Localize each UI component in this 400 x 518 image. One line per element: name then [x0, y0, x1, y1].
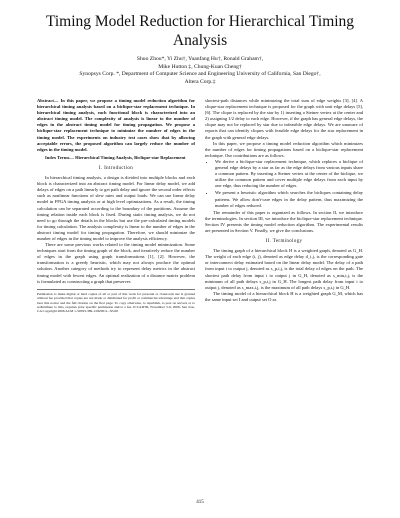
abstract: Abstract— In this paper, we propose a timing model reduction algorithm for hierarchical timing analysis based on a biclique-star replacement technique. In hierarchical timing analysis, each functional block is characterized into an abstract timing model. The complexity of analysis is linear to the number of edges in the abstract timing model for timing propagation. We propose a biclique-star replacement technique to minimize the number of edges in the timing model. The experiments on industry test cases show that by allowing acceptable errors, the proposed algorithm can largely reduce the number of edges in the timing model. [37, 98, 195, 152]
intro-paragraph: There are some previous works related to the timing model minimization. Some techniques start from the timing graph of the block, and iteratively reduce the number of edges in the graph using graph transformations [1], [2]. However, the transformation is a greedy heuristic, which may not always produce the optimal solution. Another category of methods try to represent delay metrics in the abstract timing model with fewest edges. An optimal realization of a distance matrix problem is formulated as constructing a graph that preserves [37, 242, 195, 284]
section-heading-introduction: I. Introduction [98, 165, 134, 171]
contribution-list [205, 159, 363, 209]
body-paragraph: The remainder of this paper is organized as follows. In section II, we introduce the terminologies. In section III, we introduce the biclique-star replacement technique. Section IV presents the timing model reduction algorithm. The experimental results are presented in Section V. Finally, we give the conclusions. [205, 209, 363, 233]
list-item: • We present a heuristic algorithm which searches the bicliques containing delay patterns. We allow don't-care edges in the delay pattern, thus maximizing the number of edges reduced. [215, 190, 363, 208]
intro-paragraph: In hierarchical timing analysis, a design is divided into multiple blocks and each block is characterized into an abstract timing model. For linear delay model, we add delays of edges on a path linearly to get path delay and ignore the second order effects such as nonlinear functions of slew rates and output loads. We can use linear delay model in FPGA timing analysis or at high level optimizations. As a result, the timing calculation can be separated according to the boundary of the partitions. Assume the timing relation inside each block is fixed. During static timing analysis, we do not need to go through the details in the blocks but use the pre-calculated timing models for timing calculation. The analysis complexity is linear to the number of edges in the abstract timing model for timing propagation. Therefore, we should minimize the number of edges in the timing model to improve the analysis efficiency. [37, 175, 195, 241]
author-line-2: Mike Hutton ‡, Chung-Kuan Cheng† [158, 63, 242, 70]
body-paragraph: shortest-path distances while minimizing the total sum of edge weights [3], [4]. A clique-star replacement technique is proposed for the graph with unit edge delays [5], [6]. The clique is replaced by the star by 1) inserting a Steiner vertex at the center and 2) assigning 1/2 delay to each edge. However, if the graph has general edge delays, the clique may not be replaced by star due to infeasible edge delays. We are unaware of reports that can identify cliques with feasible edge delays for the star replacement in the graph with general edge delays. [205, 98, 363, 140]
affiliation-line-2: Altera Corp.‡ [184, 78, 216, 85]
author-block [20, 56, 380, 86]
body-paragraph: In this paper, we propose a timing model reduction algorithm which minimizes the number of edges for timing propagations based on a biclique-star replacement technique. Our contributions are as follows. [205, 140, 363, 158]
page-number: 415 [196, 500, 204, 505]
body-paragraph: The timing model of a hierarchical block H is a weighted graph G_M, which has the same input set I and output set O as [205, 290, 363, 302]
list-item: • We derive a biclique-star replacement technique, which replaces a biclique of general edge delays by a star as far as the edge delays from various inputs share a common pattern. By inserting a Steiner vertex at the center of the biclique, we utilize the common pattern and cover multiple edge delays from each input by one edge, thus reducing the number of edges. [215, 159, 363, 189]
index-terms: Index Terms— Hierarchical Timing Analysis, Biclique-star Replacement [45, 154, 186, 160]
copyright-footnote: Permission to make digital or hard copies of all or part of this work for personal or classroom use is granted without fee provided that copies are not made or distributed for profit or commercial advantage and that copies bear this notice and the full citation on the first page. To copy otherwise, to republish, to post on servers or to redistribute to lists, requires prior specific permission and/or a fee. ICCAD'06, November 5-9, 2006, San Jose, CA Copyright 2006 ACM 1-59593-389-1/06/0011...$5.00 [37, 289, 195, 314]
author-line-1: Shuo Zhou*, Yi Zhu†, Yuanfang Hu†, Ronald Graham†, [136, 56, 264, 62]
paper-title: Timing Model Reduction for Hierarchical Timing Analysis [45, 13, 355, 49]
body-paragraph: The timing graph of a hierarchical block H is a weighted graph, denoted as G_H. The weight of each edge (i, j), denoted as edge delay d_i,j, is the corresponding gate or interconnect delay estimated based on the linear delay model. The delay of a path from input i to output j, denoted as s_p,i,j, is the total delay of edges on the path. The shortest path delay from input i to output j in G_H, denoted as s_min,i,j, is the minimum of all path delays s_p,i,j in G_H. The longest path delay from input i to output j, denoted as s_max,i,j, is the maximum of all path delays s_p,i,j in G_H. [205, 248, 363, 290]
section-heading-terminology: II. Terminology [265, 239, 303, 245]
left-column [37, 98, 195, 314]
affiliation-line-1: Synopsys Corp. *, Department of Computer Science and Engineering University of California, San Diego†, [79, 71, 321, 78]
right-column [205, 98, 363, 303]
